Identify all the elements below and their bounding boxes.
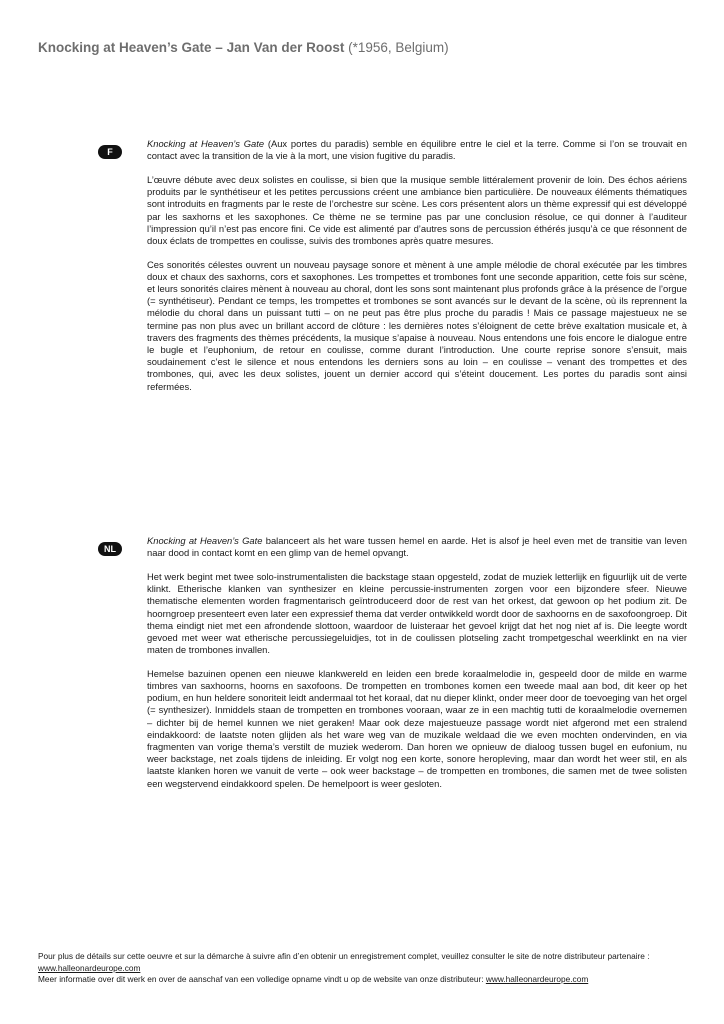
dutch-text [147, 535, 687, 790]
intro-text: balanceert als het ware tussen hemel en aarde. Het is alsof je heel even met de transitie van leven naar dood in contact komt en een glimp van de hemel opvangt. [147, 535, 687, 559]
footer-nl [38, 974, 688, 986]
intro-paragraph [147, 138, 687, 162]
footer-nl-text: Meer informatie over dit werk en over de aanschaf van een volledige opname vindt u op de website van onze distributeur: [38, 974, 486, 984]
title-composer-info: (*1956, Belgium) [344, 40, 449, 55]
paragraph: Het werk begint met twee solo-instrumentalisten die backstage staan opgesteld, zodat de muziek letterlijk en figuurlijk uit de verte klinkt. Etherische klanken van synthesizer en kleine percussie-instrumenten zorgen voor een bijzondere sfeer. Nieuwe thematische elementen worden fragmentarisch geïntroduceerd door de rest van het orkest, dat gewoon op het podium zit. De hoorngroep presenteert even later een expressief thema dat verder ontwikkeld wordt door de saxhoorns en de saxofoongroep. Dit thema eindigt niet met een afrondende slottoon, waardoor de luisteraar het gevoel krijgt dat het nog niet af is. Die leegte wordt gevoed met weer wat etherische percussiegeluidjes, tot in de coulissen plotseling zacht trompetgeschal weerklinkt en na vier maten de trombones invallen. [147, 570, 687, 656]
section-french [98, 138, 688, 404]
distributor-link-fr[interactable]: www.halleonardeurope.com [38, 962, 141, 973]
work-title-italic: Knocking at Heaven’s Gate [147, 138, 265, 149]
title-main: Knocking at Heaven’s Gate – Jan Van der Roost [38, 40, 345, 55]
paragraph: L’œuvre débute avec deux solistes en coulisse, si bien que la musique semble littéralement provenir de loin. Des échos aériens produits par le synthétiseur et les petites percussions créent une ambiance bien particulière. De nouveaux éléments thématiques sont introduits en fragments par le reste de l’orchestre sur scène. Les cors présentent alors un thème expressif qui est développé par les saxhorns et les saxophones. Ce thème ne se termine pas par une conclusion résolue, ce qui donner à l’auditeur l’impression qu’il n’est pas encore fini. Ce vide est alimenté par d’autres sons de percussion éthérés jusqu’à ce que résonnent de doux éclats de trompettes en coulisse, suivis des trombones après quatre mesures. [147, 173, 687, 246]
language-badge-nl: NL [98, 542, 122, 556]
work-title-italic: Knocking at Heaven’s Gate [147, 535, 263, 546]
footer [38, 951, 688, 986]
intro-paragraph [147, 535, 687, 559]
french-text [147, 138, 687, 393]
page-title [38, 40, 449, 55]
section-dutch [98, 535, 688, 801]
language-badge-fr: F [98, 145, 122, 159]
footer-fr-text: Pour plus de détails sur cette oeuvre et sur la démarche à suivre afin d’en obtenir un enregistrement complet, veuillez consulter le site de notre distributeur partenaire : [38, 951, 650, 961]
distributor-link-nl[interactable]: www.halleonardeurope.com [485, 974, 589, 984]
paragraph: Ces sonorités célestes ouvrent un nouveau paysage sonore et mènent à une ample mélodie de choral exécutée par les timbres doux et chaux des saxhorns, cors et saxophones. Les trompettes et trombones font une seconde apparition, cette fois sur scène, et leurs sonorités claires mènent à nouveau au choral, dont les sons sont maintenant plus profonds grâce à la présence de l’orgue (= synthétiseur). Pendant ce temps, les trompettes et trombones se sont avancés sur le devant de la scène, où ils reprennent la mélodie du choral dans un puissant tutti – on ne peut pas être plus proche du paradis ! Mais ce passage majestueux ne se termine pas non plus avec un brillant accord de clôture : les dernières notes s’éloignent de cette brève exaltation musicale et, à travers des fragments des thèmes précédents, la musique s’apaise à nouveau. Nous entendons une fois encore le dialogue entre le bugle et l’euphonium, de retour en coulisse, comme durant l’introduction. Une courte reprise sonore s’ensuit, mais soudainement c’est le silence et nous entendons les derniers sons au loin – en coulisse – venant des trompettes et des trombones, qui, avec les deux solistes, jouent un dernier accord qui s’éteint doucement. Les portes du paradis sont ainsi refermées. [147, 258, 687, 392]
intro-text: (Aux portes du paradis) semble en équilibre entre le ciel et la terre. Comme si l’on se trouvait en contact avec la transition de la vie à la mort, une vision fugitive du paradis. [147, 138, 687, 162]
paragraph: Hemelse bazuinen openen een nieuwe klankwereld en leiden een brede koraalmelodie in, gespeeld door de milde en warme timbres van saxhoorns, hoorns en saxofoons. De trompetten en trombones komen een tweede maal aan bod, dit keer op het podium, en hun heldere sonoriteit leidt andermaal tot het koraal, dat nu dieper klinkt, onder meer door de toevoeging van het orgel (= synthesizer). Inmiddels staan de trompetten en trombones vooraan, waar ze in een machtig tutti de koraalmelodie overnemen – dichter bij de hemel kunnen we niet geraken! Maar ook deze majestueuze passage wordt niet afgerond met een stralend eindakkoord: de laatste noten glijden als het ware weg van de muzikale weldaad die we even mochten ondervinden, en via fragmenten van vorige thema’s verstilt de muziek wederom. Dan horen we opnieuw de dialoog tussen bugel en eufonium, nu weer backstage, net zoals tijdens de inleiding. Er volgt nog een korte, sonore heropleving, maar dan wordt het weer stil, en als laatste klanken horen we vanuit de verte – ook weer backstage – de trompetten en trombones, die samen met de twee solisten een wegstervend eindakkoord spelen. De hemelpoort is weer gesloten. [147, 667, 687, 789]
footer-fr [38, 951, 688, 974]
